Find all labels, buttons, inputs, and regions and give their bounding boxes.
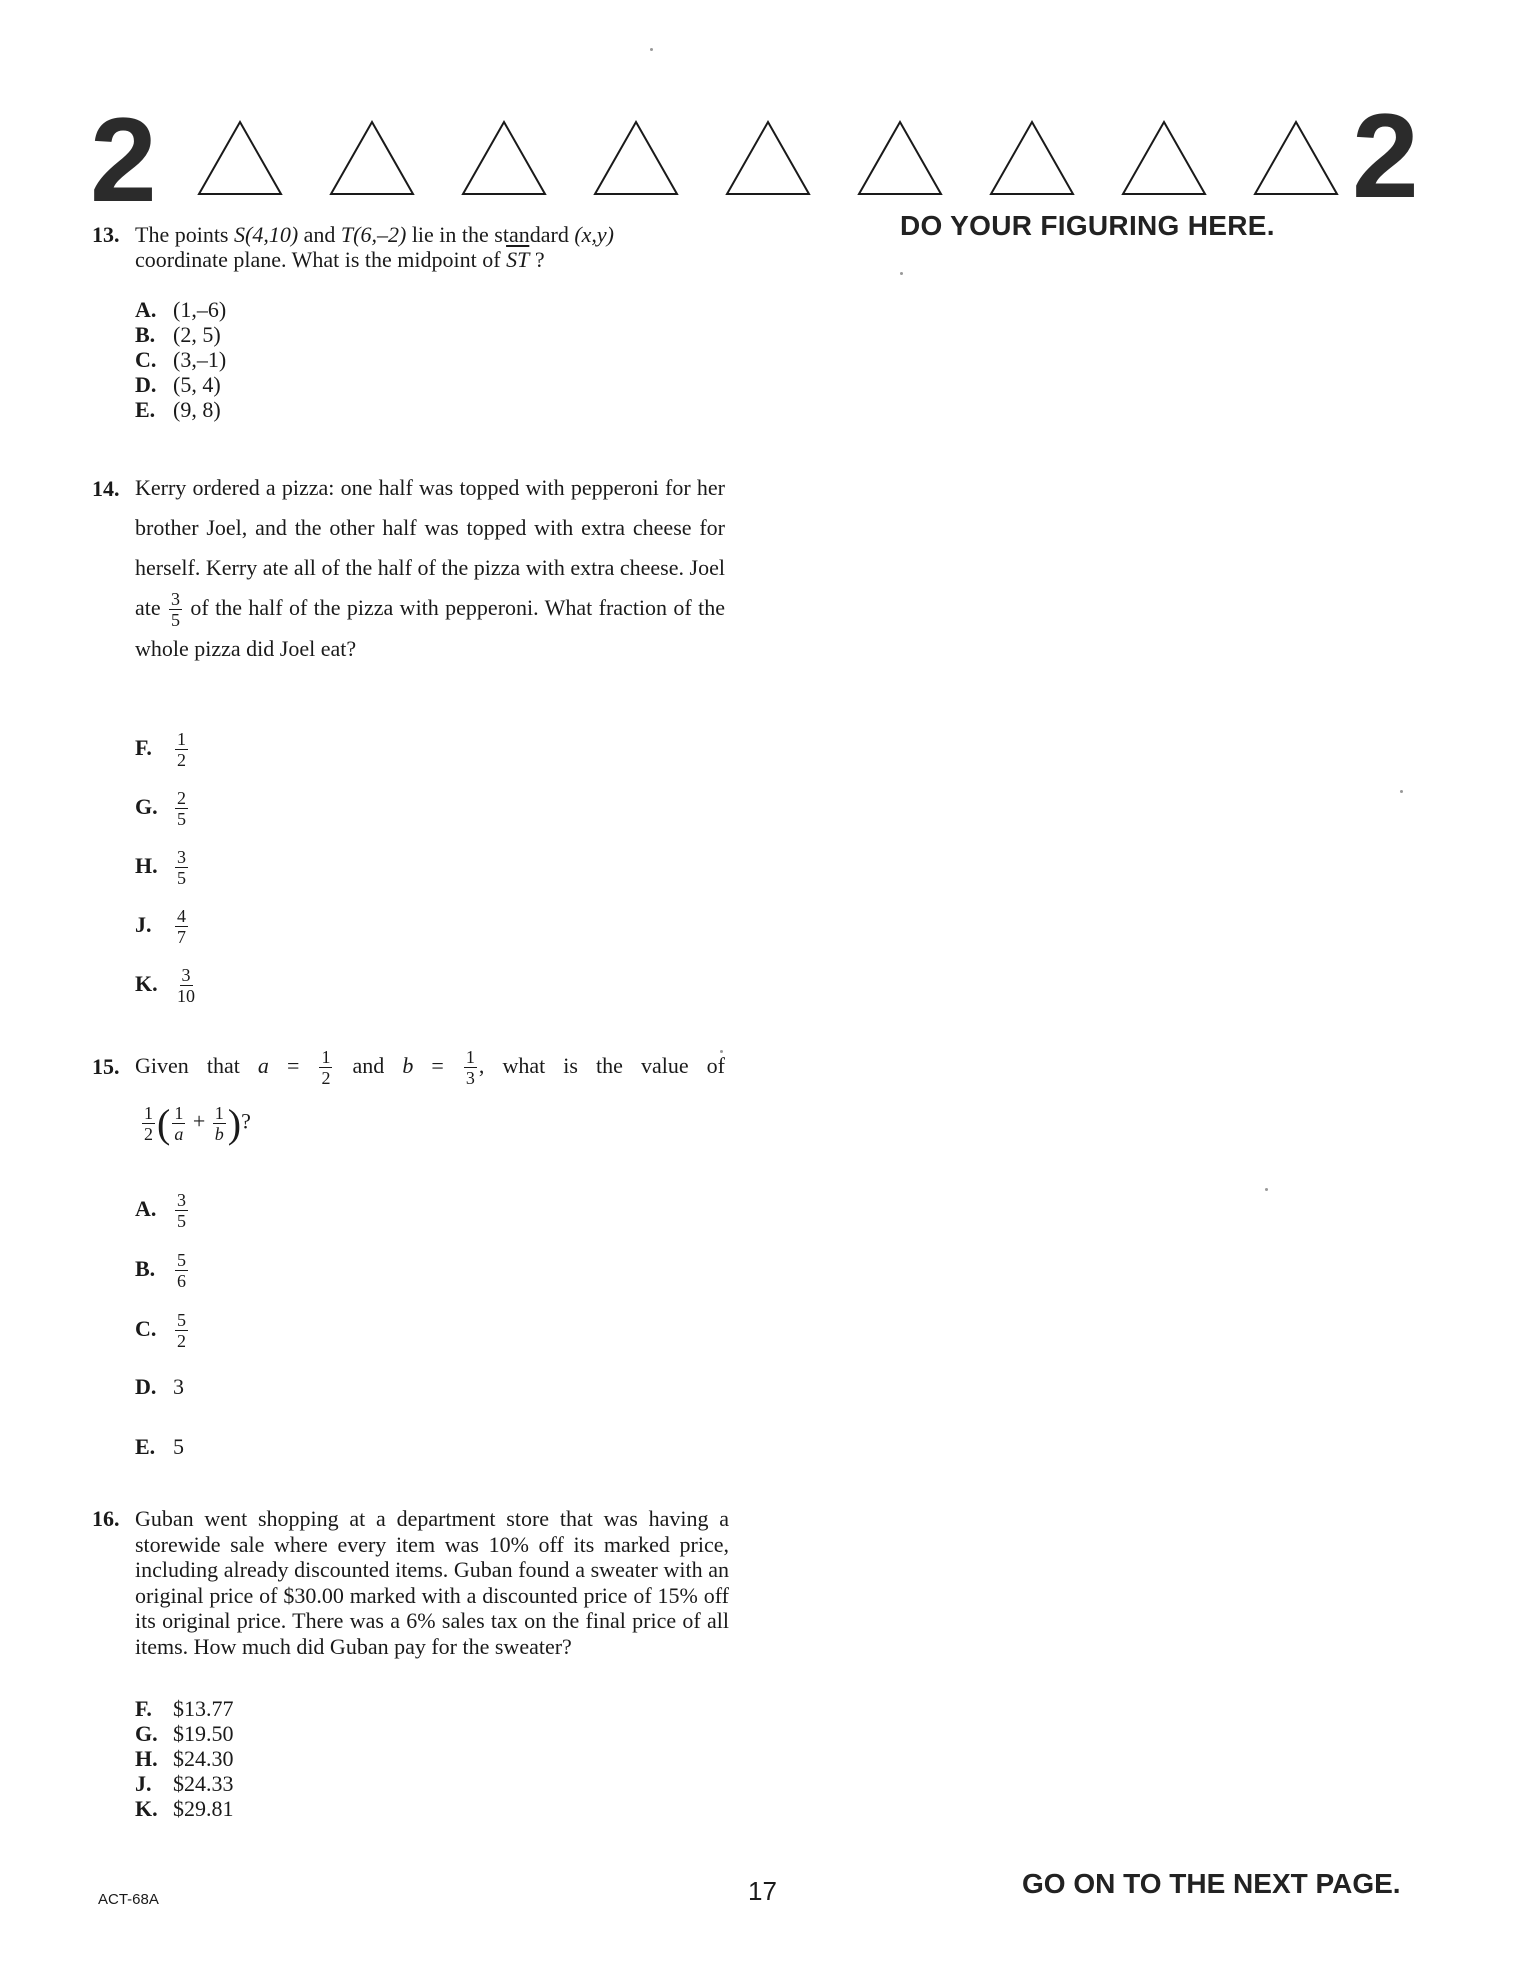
choice-value: $24.33: [173, 1771, 234, 1796]
choice-label: H.: [135, 852, 158, 878]
triangle-icon: [195, 118, 285, 198]
answer-choice[interactable]: [135, 1191, 190, 1230]
equals-sign: =: [413, 1053, 462, 1078]
scan-speck: [720, 1050, 723, 1053]
point-s: S(4,10): [234, 222, 299, 247]
fraction-numerator: 1: [465, 1047, 475, 1068]
fraction-denominator: 2: [144, 1124, 153, 1144]
figuring-label: DO YOUR FIGURING HERE.: [900, 210, 1275, 241]
answer-choice[interactable]: [135, 1721, 234, 1747]
choice-label: F.: [135, 1696, 152, 1721]
triangle-icon: [1251, 118, 1341, 198]
answer-choice[interactable]: [135, 1251, 190, 1290]
choice-label: A.: [135, 297, 157, 322]
answer-choice[interactable]: [135, 372, 221, 398]
text-segment: , what is the value of: [478, 1053, 725, 1078]
answer-choice[interactable]: [135, 347, 226, 373]
fraction: [319, 1048, 332, 1087]
question-number: 15.: [92, 1054, 120, 1079]
fraction-denominator: 2: [321, 1068, 331, 1089]
answer-choice[interactable]: [135, 297, 226, 323]
choice-label: C.: [135, 1315, 157, 1341]
question-16: [92, 1506, 732, 1659]
form-code: ACT-68A: [98, 1891, 159, 1908]
fraction-numerator: 2: [177, 788, 186, 808]
segment-label: $\overline{ST}$: [506, 247, 530, 272]
fraction-denominator: 2: [177, 750, 186, 770]
text-segment: ?: [529, 247, 545, 272]
choice-label: J.: [135, 911, 152, 937]
answer-choice[interactable]: [135, 848, 190, 887]
variable-a: a: [257, 1053, 269, 1078]
fraction-denominator: 5: [171, 610, 181, 631]
fraction: [175, 907, 188, 946]
fraction-numerator: 5: [177, 1310, 186, 1330]
choice-value: $19.50: [173, 1721, 234, 1746]
fraction: [175, 1191, 188, 1230]
fraction-numerator: 1: [321, 1047, 331, 1068]
choice-value: $24.30: [173, 1746, 234, 1771]
fraction-numerator: 3: [171, 589, 181, 610]
fraction-denominator: 6: [177, 1271, 186, 1291]
choice-label: K.: [135, 1796, 158, 1821]
choice-value: (2, 5): [173, 322, 221, 347]
question-number: 13.: [92, 222, 120, 247]
answer-choice[interactable]: [135, 1311, 190, 1350]
fraction: [175, 848, 188, 887]
question-13: [92, 222, 732, 272]
fraction-numerator: 3: [177, 847, 186, 867]
answer-choice[interactable]: [135, 789, 190, 828]
answer-choice[interactable]: [135, 730, 190, 769]
question-number: 14.: [92, 476, 120, 501]
answer-choice[interactable]: [135, 1374, 184, 1400]
fraction-denominator: a: [174, 1124, 184, 1144]
fraction-denominator: 7: [177, 927, 186, 947]
fraction-denominator: 3: [465, 1068, 475, 1089]
choice-label: F.: [135, 734, 152, 760]
choice-label: B.: [135, 1255, 156, 1281]
triangle-icon: [1119, 118, 1209, 198]
page-number: 17: [748, 1876, 777, 1906]
choice-value: $13.77: [173, 1696, 234, 1721]
text-segment: Given that: [135, 1053, 258, 1078]
scan-speck: [1265, 1188, 1268, 1191]
fraction: [142, 1104, 155, 1143]
triangle-icon: [723, 118, 813, 198]
answer-choice[interactable]: [135, 322, 221, 348]
answer-choice[interactable]: [135, 907, 190, 946]
choice-label: D.: [135, 372, 157, 397]
fraction-numerator: 5: [177, 1250, 186, 1270]
question-text: [135, 222, 732, 272]
close-paren: ): [227, 1101, 242, 1146]
fraction-denominator: b: [214, 1124, 224, 1144]
choice-value: 5: [173, 1434, 184, 1459]
fraction: [172, 1104, 185, 1143]
fraction: [175, 1311, 188, 1350]
choice-label: C.: [135, 347, 157, 372]
answer-choice[interactable]: [135, 1696, 234, 1722]
fraction-numerator: 4: [177, 906, 186, 926]
fraction-numerator: 1: [177, 729, 186, 749]
question-text: Guban went shopping at a department store that was having a storewide sale where every item was 10% off its marked price, including already discounted items. Guban found a sweater with an original price of $30.00 marked with a discounted price of 15% off its original price. There was a 6% sales tax on the final price of all items. How much did Guban pay for the sweater?: [135, 1506, 729, 1659]
triangle-icon: [855, 118, 945, 198]
question-number: 16.: [92, 1506, 120, 1531]
question-text: [135, 468, 725, 669]
open-paren: (: [157, 1101, 171, 1146]
answer-choice[interactable]: [135, 1434, 184, 1460]
choice-label: K.: [135, 970, 158, 996]
coordinate-label: (x,y): [574, 222, 615, 247]
fraction-denominator: 5: [177, 809, 186, 829]
fraction: [464, 1048, 477, 1087]
fraction: [169, 590, 182, 629]
text-segment: and: [334, 1053, 403, 1078]
scan-speck: [1400, 790, 1403, 793]
fraction-denominator: 5: [177, 868, 186, 888]
expression: [140, 1100, 251, 1147]
next-page-notice: GO ON TO THE NEXT PAGE.: [1022, 1868, 1401, 1899]
answer-choice[interactable]: [135, 1746, 234, 1772]
section-number-left: 2: [90, 93, 157, 227]
fraction-numerator: 1: [144, 1103, 153, 1123]
point-t: T(6,–2): [340, 222, 407, 247]
choice-label: G.: [135, 793, 158, 819]
triangle-icon: [327, 118, 417, 198]
fraction-numerator: 3: [181, 965, 191, 985]
fraction-denominator: 5: [177, 1211, 186, 1231]
choice-label: E.: [135, 397, 156, 422]
answer-choice[interactable]: [135, 1796, 234, 1822]
text-segment: The points: [135, 222, 234, 247]
choice-label: G.: [135, 1721, 158, 1746]
choice-value: (5, 4): [173, 372, 221, 397]
plus-sign: +: [192, 1108, 206, 1134]
question-15: [92, 1046, 732, 1087]
fraction: [175, 966, 197, 1005]
question-text: [135, 1046, 725, 1087]
triangle-icon: [987, 118, 1077, 198]
variable-b: b: [402, 1053, 414, 1078]
triangle-row: [195, 118, 1410, 198]
choice-value: (3,–1): [173, 347, 227, 372]
question-mark: ?: [241, 1108, 251, 1134]
fraction: [213, 1104, 226, 1143]
choice-label: E.: [135, 1434, 156, 1459]
answer-choice[interactable]: [135, 397, 221, 423]
choice-label: H.: [135, 1746, 158, 1771]
choice-value: $29.81: [173, 1796, 234, 1821]
choice-label: B.: [135, 322, 156, 347]
section-number-right: 2: [1352, 89, 1419, 223]
triangle-icon: [459, 118, 549, 198]
fraction-numerator: 3: [177, 1190, 186, 1210]
fraction-denominator: 2: [177, 1331, 186, 1351]
fraction: [175, 789, 188, 828]
choice-value: (9, 8): [173, 397, 221, 422]
choice-value: (1,–6): [173, 297, 227, 322]
scan-speck: [650, 48, 653, 51]
choice-label: D.: [135, 1374, 157, 1399]
fraction: [175, 1251, 188, 1290]
text-segment: lie in the standard: [406, 222, 575, 247]
question-14: [92, 468, 732, 669]
choice-label: J.: [135, 1771, 152, 1796]
fraction-denominator: 10: [177, 986, 195, 1006]
fraction-numerator: 1: [174, 1103, 184, 1123]
choice-value: 3: [173, 1374, 184, 1399]
equals-sign: =: [268, 1053, 318, 1078]
text-segment: coordinate plane. What is the midpoint of: [135, 247, 507, 272]
fraction: [175, 730, 188, 769]
fraction-numerator: 1: [214, 1103, 224, 1123]
triangle-icon: [591, 118, 681, 198]
text-segment: of the half of the pizza with pepperoni. What fraction of the whole pizza did Joel eat?: [135, 595, 725, 662]
answer-choice[interactable]: [135, 966, 199, 1005]
text-segment: and: [298, 222, 341, 247]
answer-choice[interactable]: [135, 1771, 234, 1797]
choice-label: A.: [135, 1195, 157, 1221]
scan-speck: [900, 272, 903, 275]
text-segment: Kerry ordered a pizza: one half was topped with pepperoni for her brother Joel, and the other half was topped with extra cheese for herself. Kerry ate all of the half of the pizza with extra cheese. Joel ate: [135, 475, 725, 620]
